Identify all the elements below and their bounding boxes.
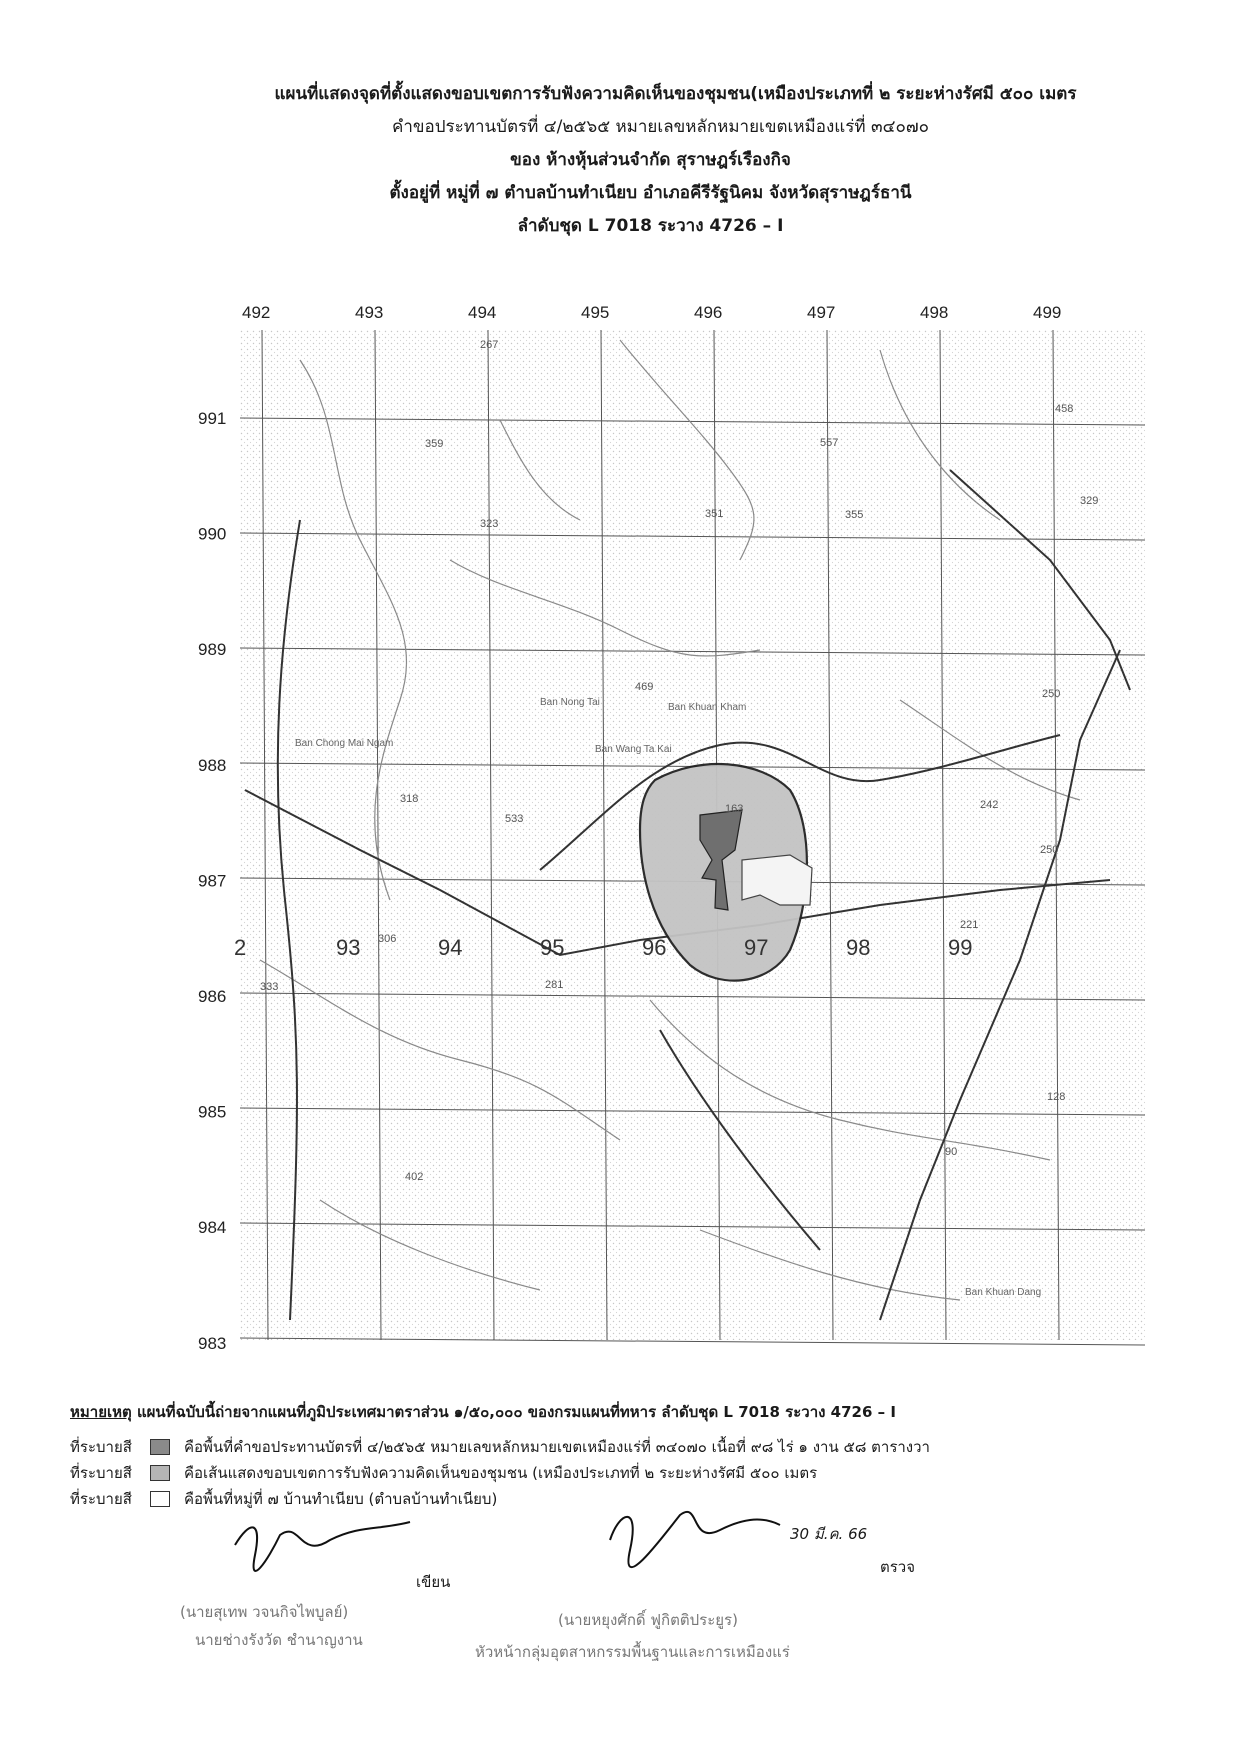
title-line-3: ของ ห้างหุ้นส่วนจำกัด สุราษฎร์เรืองกิจ xyxy=(510,150,791,170)
legend-row-label: ที่ระบายสี xyxy=(70,1490,132,1508)
place-label: Ban Khuan Dang xyxy=(965,1287,1042,1298)
spot-height-label: 533 xyxy=(505,813,524,825)
easting-label: 496 xyxy=(694,303,723,322)
northing-label: 985 xyxy=(198,1102,227,1122)
writer-name: (นายสุเทพ วจนกิจไพบูลย์) xyxy=(180,1603,349,1621)
title-line-2: คำขอประทานบัตรที่ ๔/๒๕๖๕ หมายเลขหลักหมายเขตเหมืองแร่ที่ ๓๔๐๗๐ xyxy=(391,117,929,137)
spot-height-label: 469 xyxy=(635,681,654,693)
northing-label: 988 xyxy=(198,755,227,775)
spot-height-label: 355 xyxy=(845,509,864,521)
checker-name: (นายหยุงศักดิ์ ฟูกิตติประยูร) xyxy=(558,1611,738,1629)
spot-height-label: 359 xyxy=(425,438,444,450)
northing-label: 991 xyxy=(198,409,227,428)
easting-label: 495 xyxy=(581,303,610,322)
spot-height-label: 90 xyxy=(945,1146,958,1158)
place-label: Ban Wang Ta Kai xyxy=(595,744,672,755)
checker-date: 30 มี.ค. 66 xyxy=(790,1525,868,1543)
spot-height-label: 557 xyxy=(820,437,839,449)
easting-label: 497 xyxy=(807,303,836,322)
grid-short-label: 98 xyxy=(846,935,871,960)
grid-short-label: 93 xyxy=(336,935,361,960)
northing-label: 986 xyxy=(198,987,227,1006)
grid-short-label: 95 xyxy=(540,935,565,960)
spot-height-label: 318 xyxy=(400,793,419,805)
grid-short-label: 2 xyxy=(234,935,247,960)
spot-height-label: 281 xyxy=(545,979,564,991)
spot-height-label: 267 xyxy=(480,339,499,351)
legend-row-label: ที่ระบายสี xyxy=(70,1464,132,1482)
note-prefix: หมายเหตุ xyxy=(70,1403,132,1421)
title-line-5: ลำดับชุด L 7018 ระวาง 4726 – I xyxy=(517,216,784,236)
spot-height-label: 351 xyxy=(705,508,724,520)
spot-height-label: 402 xyxy=(405,1171,424,1183)
checker-title: หัวหน้ากลุ่มอุตสาหกรรมพื้นฐานและการเหมืองแร่ xyxy=(475,1643,790,1661)
easting-label: 498 xyxy=(920,303,949,322)
spot-height-label: 329 xyxy=(1080,495,1099,507)
spot-height-label: 306 xyxy=(378,933,397,945)
spot-height-label: 250 xyxy=(1040,844,1059,856)
spot-height-label: 323 xyxy=(480,518,499,530)
spot-height-label: 163 xyxy=(725,803,744,815)
grid-short-label: 96 xyxy=(642,935,667,960)
note-text: แผนที่ฉบับนี้ถ่ายจากแผนที่ภูมิประเทศมาตราส่วน ๑/๕๐,๐๐๐ ของกรมแผนที่ทหาร ลำดับชุด L 7018 ระวาง 4726 – I xyxy=(131,1403,896,1421)
easting-label: 492 xyxy=(242,303,271,322)
checker-role: ตรวจ xyxy=(880,1558,916,1576)
checker-signature-mark xyxy=(610,1512,780,1567)
place-label: Ban Nong Tai xyxy=(540,697,600,708)
easting-label: 499 xyxy=(1033,303,1062,322)
legend-row-text: คือเส้นแสดงขอบเขตการรับฟังความคิดเห็นของชุมชน (เหมืองประเภทที่ ๒ ระยะห่างรัศมี ๕๐๐ เมตร xyxy=(184,1464,818,1482)
spot-height-label: 458 xyxy=(1055,403,1074,415)
place-label: Ban Chong Mai Ngam xyxy=(295,738,394,749)
grid-short-label: 97 xyxy=(744,935,769,960)
spot-height-label: 221 xyxy=(960,919,979,931)
grid-short-label: 94 xyxy=(438,935,463,960)
northing-label: 987 xyxy=(198,871,227,891)
spot-height-label: 333 xyxy=(260,981,279,993)
writer-title: นายช่างรังวัด ชำนาญงาน xyxy=(195,1631,363,1649)
easting-label: 494 xyxy=(468,303,497,322)
legend-row-text: คือพื้นที่หมู่ที่ ๗ บ้านทำเนียบ (ตำบลบ้านทำเนียบ) xyxy=(184,1490,498,1508)
spot-height-label: 242 xyxy=(980,799,999,811)
legend-row-label: ที่ระบายสี xyxy=(70,1438,132,1456)
writer-signature-mark xyxy=(235,1522,410,1571)
grid-short-label: 99 xyxy=(948,935,973,960)
northing-label: 984 xyxy=(198,1218,227,1238)
northing-label: 983 xyxy=(198,1333,227,1353)
northing-label: 990 xyxy=(198,524,227,544)
spot-height-label: 250 xyxy=(1042,688,1061,700)
place-label: Ban Khuan Kham xyxy=(668,702,747,713)
writer-role: เขียน xyxy=(416,1573,451,1591)
northing-label: 989 xyxy=(198,640,227,660)
easting-label: 493 xyxy=(355,303,384,322)
title-line-4: ตั้งอยู่ที่ หมู่ที่ ๗ ตำบลบ้านทำเนียบ อำเภอคีรีรัฐนิคม จังหวัดสุราษฎร์ธานี xyxy=(389,183,912,203)
legend-row-text: คือพื้นที่คำขอประทานบัตรที่ ๔/๒๕๖๕ หมายเลขหลักหมายเขตเหมืองแร่ที่ ๓๔๐๗๐ เนื้อที่ ๙๘ ไร่ ๑ งาน ๕๘ ตารางวา xyxy=(184,1438,930,1456)
title-line-1: แผนที่แสดงจุดที่ตั้งแสดงขอบเขตการรับฟังความคิดเห็นของชุมชน(เหมืองประเภทที่ ๒ ระยะห่างรัศมี ๕๐๐ เมตร xyxy=(274,84,1077,104)
spot-height-label: 128 xyxy=(1047,1091,1066,1103)
